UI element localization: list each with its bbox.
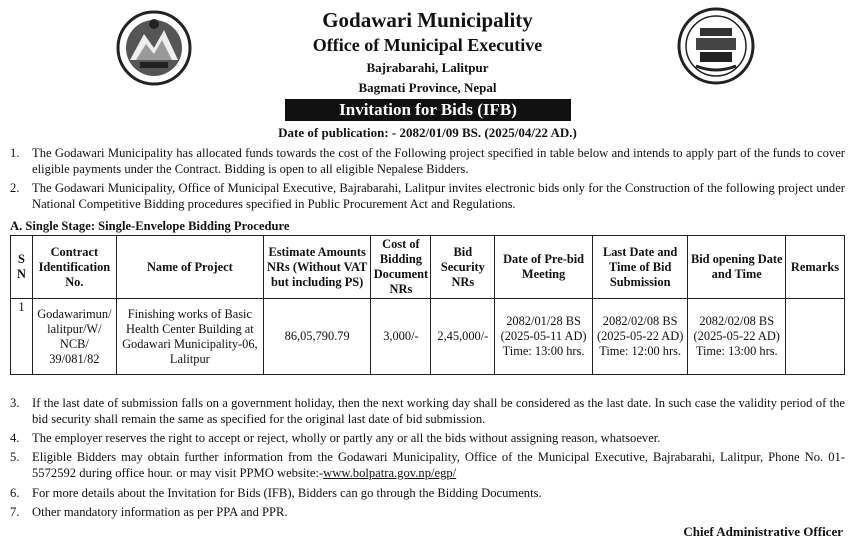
- paragraph-number: 7.: [10, 505, 20, 519]
- paragraph-text: [32, 449, 845, 481]
- publication-date: Date of publication: - 2082/01/09 BS. (2025/04/22 AD.): [278, 125, 577, 140]
- paragraph-text: For more details about the Invitation for Bids (IFB), Bidders can go through the Bidding Documents.: [32, 486, 542, 500]
- paragraph-number: 5.: [10, 450, 20, 464]
- header-estimate: Estimate Amounts NRs (Without VAT but including PS): [263, 236, 371, 299]
- table-row: [11, 299, 845, 375]
- cell-bid-opening: 2082/02/08 BS (2025-05-22 AD) Time: 13:00 hrs.: [688, 299, 786, 375]
- paragraph-6: [10, 485, 845, 501]
- cell-estimate: 86,05,790.79: [263, 299, 371, 375]
- paragraph-text: The Godawari Municipality has allocated funds towards the cost of the Following project specified in table below and intends to apply part of the funds to cover eligible payments under the Contract. Bidding is open to all eligible Nepalese Bidders.: [32, 146, 845, 176]
- municipality-title: Godawari Municipality: [322, 8, 533, 32]
- paragraph-1: [10, 145, 845, 177]
- cell-bid-security: 2,45,000/-: [431, 299, 495, 375]
- header-remarks: Remarks: [786, 236, 845, 299]
- paragraph-5-body: Eligible Bidders may obtain further information from the Godawari Municipality, Office of the Municipal Executive, Bajrabarahi, Lalitpur, Phone No. 01-5572592 during office hour. or may visit PPMO website:-: [32, 450, 845, 480]
- paragraph-2: [10, 180, 845, 212]
- paragraph-number: 4.: [10, 431, 20, 445]
- cell-project-name: Finishing works of Basic Health Center Building at Godawari Municipality-06, Lalitpur: [116, 299, 263, 375]
- paragraph-5: [10, 449, 845, 481]
- section-a-heading: A. Single Stage: Single-Envelope Bidding Procedure: [10, 219, 290, 233]
- address-line-1: Bajrabarahi, Lalitpur: [366, 60, 489, 75]
- header-prebid-meeting: Date of Pre-bid Meeting: [495, 236, 593, 299]
- header-project-name: Name of Project: [116, 236, 263, 299]
- paragraph-number: 2.: [10, 181, 20, 195]
- paragraph-text: The employer reserves the right to accept or reject, wholly or partly any or all the bids without assigning reason, whatsoever.: [32, 431, 661, 445]
- bids-table: [10, 235, 845, 375]
- ppmo-website-link[interactable]: www.bolpatra.gov.np/egp/: [323, 466, 457, 480]
- address-line-2: Bagmati Province, Nepal: [358, 80, 497, 95]
- cell-remarks: [786, 299, 845, 375]
- signature-title: Chief Administrative Officer: [683, 524, 843, 539]
- cell-contract-id: Godawarimun/ lalitpur/W/ NCB/ 39/081/82: [32, 299, 116, 375]
- paragraph-3: [10, 395, 845, 427]
- header-bid-security: Bid Security NRs: [431, 236, 495, 299]
- paragraph-number: 1.: [10, 146, 20, 160]
- header-bid-opening: Bid opening Date and Time: [688, 236, 786, 299]
- paragraph-text: Other mandatory information as per PPA and PPR.: [32, 505, 288, 519]
- paragraph-4: [10, 430, 845, 446]
- header-last-date: Last Date and Time of Bid Submission: [592, 236, 688, 299]
- paragraph-number: 6.: [10, 486, 20, 500]
- cell-sn: 1: [11, 299, 33, 375]
- cell-prebid-meeting: 2082/01/28 BS (2025-05-11 AD) Time: 13:00 hrs.: [495, 299, 593, 375]
- cell-doc-cost: 3,000/-: [371, 299, 431, 375]
- header-doc-cost: Cost of Bidding Document NRs: [371, 236, 431, 299]
- header-contract-id: Contract Identification No.: [32, 236, 116, 299]
- cell-last-date: 2082/02/08 BS (2025-05-22 AD) Time: 12:00 hrs.: [592, 299, 688, 375]
- paragraph-number: 3.: [10, 396, 20, 410]
- paragraph-7: [10, 504, 845, 520]
- table-header-row: [11, 236, 845, 299]
- office-name: Office of Municipal Executive: [312, 35, 543, 55]
- paragraph-text: If the last date of submission falls on a government holiday, then the next working day shall be considered as the last date. In such case the validity period of the bid security shall remain the same as specified for the original last date of bid submission.: [32, 396, 845, 426]
- ifb-banner: Invitation for Bids (IFB): [285, 99, 571, 121]
- header-sn: S N: [11, 236, 33, 299]
- paragraph-text: The Godawari Municipality, Office of Municipal Executive, Bajrabarahi, Lalitpur invites electronic bids only for the Construction of the following project under National Competitive Bidding procedures specified in Public Procurement Act and Regulations.: [32, 181, 845, 211]
